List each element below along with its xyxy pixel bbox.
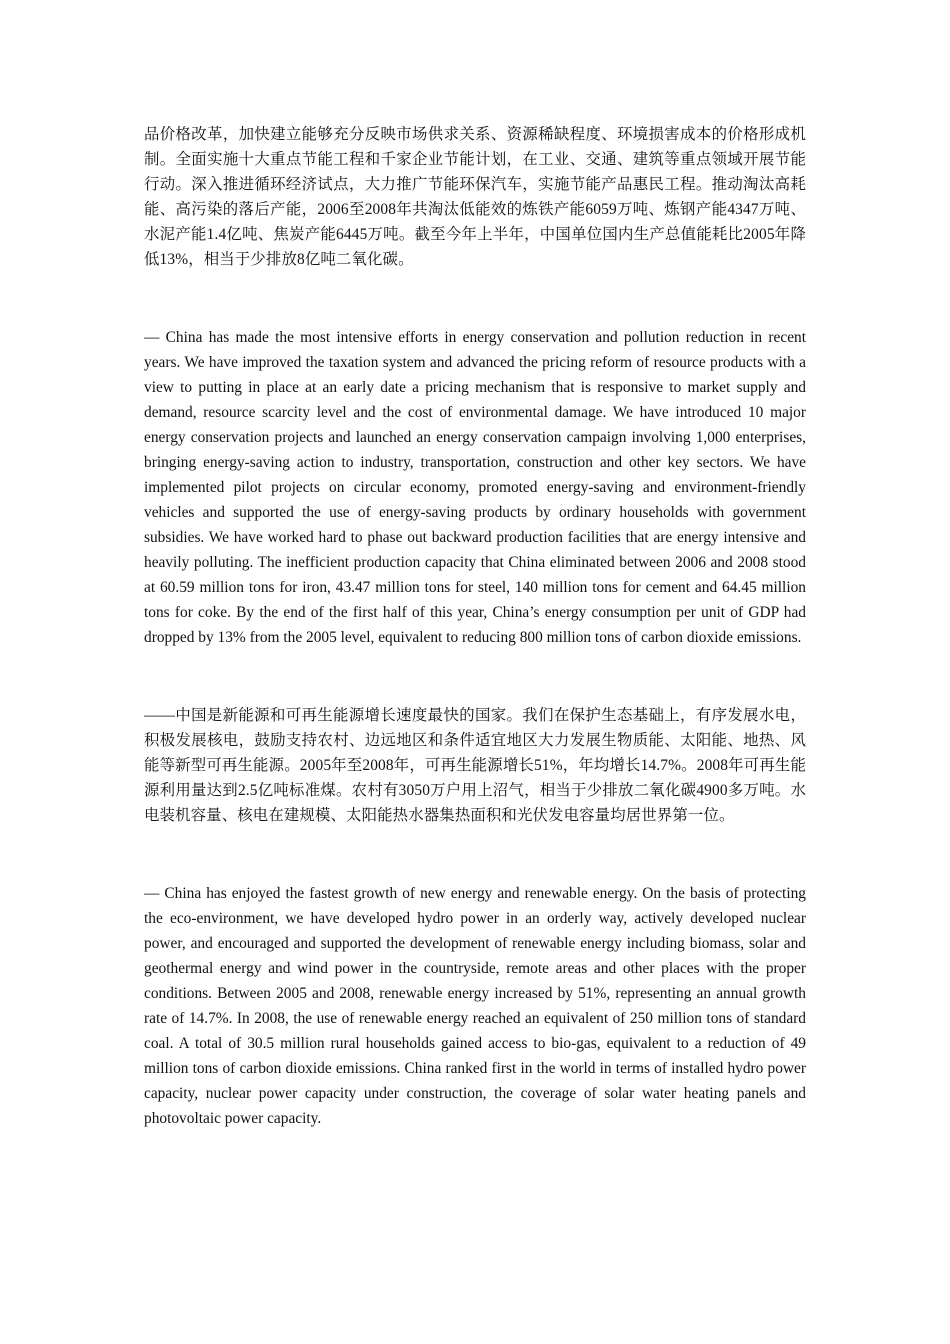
paragraph-en-2: — China has enjoyed the fastest growth of new energy and renewable energy. On the basis of protecting the eco-environment, we have developed hydro power in an orderly way, actively developed nuclear power, and encouraged and supported the development of renewable energy including biomass, solar and geothermal energy and wind power in the countryside, remote areas and other places with the proper conditions. Between 2005 and 2008, renewable energy increased by 51%, representing an annual growth rate of 14.7%. In 2008, the use of renewable energy reached an equivalent of 250 million tons of standard coal. A total of 30.5 million rural households gained access to bio-gas, equivalent to a reduction of 49 million tons of carbon dioxide emissions. China ranked first in the world in terms of installed hydro power capacity, nuclear power capacity under construction, the coverage of solar water heating panels and photovoltaic power capacity. (144, 885, 806, 1127)
paragraph-zh-2: ——中国是新能源和可再生能源增长速度最快的国家。我们在保护生态基础上，有序发展水电，积极发展核电，鼓励支持农村、边远地区和条件适宜地区大力发展生物质能、太阳能、地热、风能等新型可再生能源。2005年至2008年，可再生能源增长51%，年均增长14.7%。2008年可再生能源利用量达到2.5亿吨标准煤。农村有3050万户用上沼气，相当于少排放二氧化碳4900多万吨。水电装机容量、核电在建规模、太阳能热水器集热面积和光伏发电容量均居世界第一位。 (144, 707, 806, 824)
document-page (144, 122, 806, 1131)
paragraph-en-1: — China has made the most intensive efforts in energy conservation and pollution reduction in recent years. We have improved the taxation system and advanced the pricing reform of resource products with a view to putting in place at an early date a pricing mechanism that is responsive to market supply and demand, resource scarcity level and the cost of environmental damage. We have introduced 10 major energy conservation projects and launched an energy conservation campaign involving 1,000 enterprises, bringing energy-saving action to industry, transportation, construction and other key sectors. We have implemented pilot projects on circular economy, promoted energy-saving and environment-friendly vehicles and supported the use of energy-saving products by ordinary households with government subsidies. We have worked hard to phase out backward production facilities that are energy intensive and heavily polluting. The inefficient production capacity that China eliminated between 2006 and 2008 stood at 60.59 million tons for iron, 43.47 million tons for steel, 140 million tons for cement and 64.45 million tons for coke. By the end of the first half of this year, China’s energy consumption per unit of GDP had dropped by 13% from the 2005 level, equivalent to reducing 800 million tons of carbon dioxide emissions. (144, 329, 806, 646)
paragraph-zh-1: 品价格改革，加快建立能够充分反映市场供求关系、资源稀缺程度、环境损害成本的价格形成机制。全面实施十大重点节能工程和千家企业节能计划，在工业、交通、建筑等重点领域开展节能行动。深入推进循环经济试点，大力推广节能环保汽车，实施节能产品惠民工程。推动淘汰高耗能、高污染的落后产能，2006至2008年共淘汰低能效的炼铁产能6059万吨、炼钢产能4347万吨、水泥产能1.4亿吨、焦炭产能6445万吨。截至今年上半年，中国单位国内生产总值能耗比2005年降低13%，相当于少排放8亿吨二氧化碳。 (144, 126, 806, 268)
